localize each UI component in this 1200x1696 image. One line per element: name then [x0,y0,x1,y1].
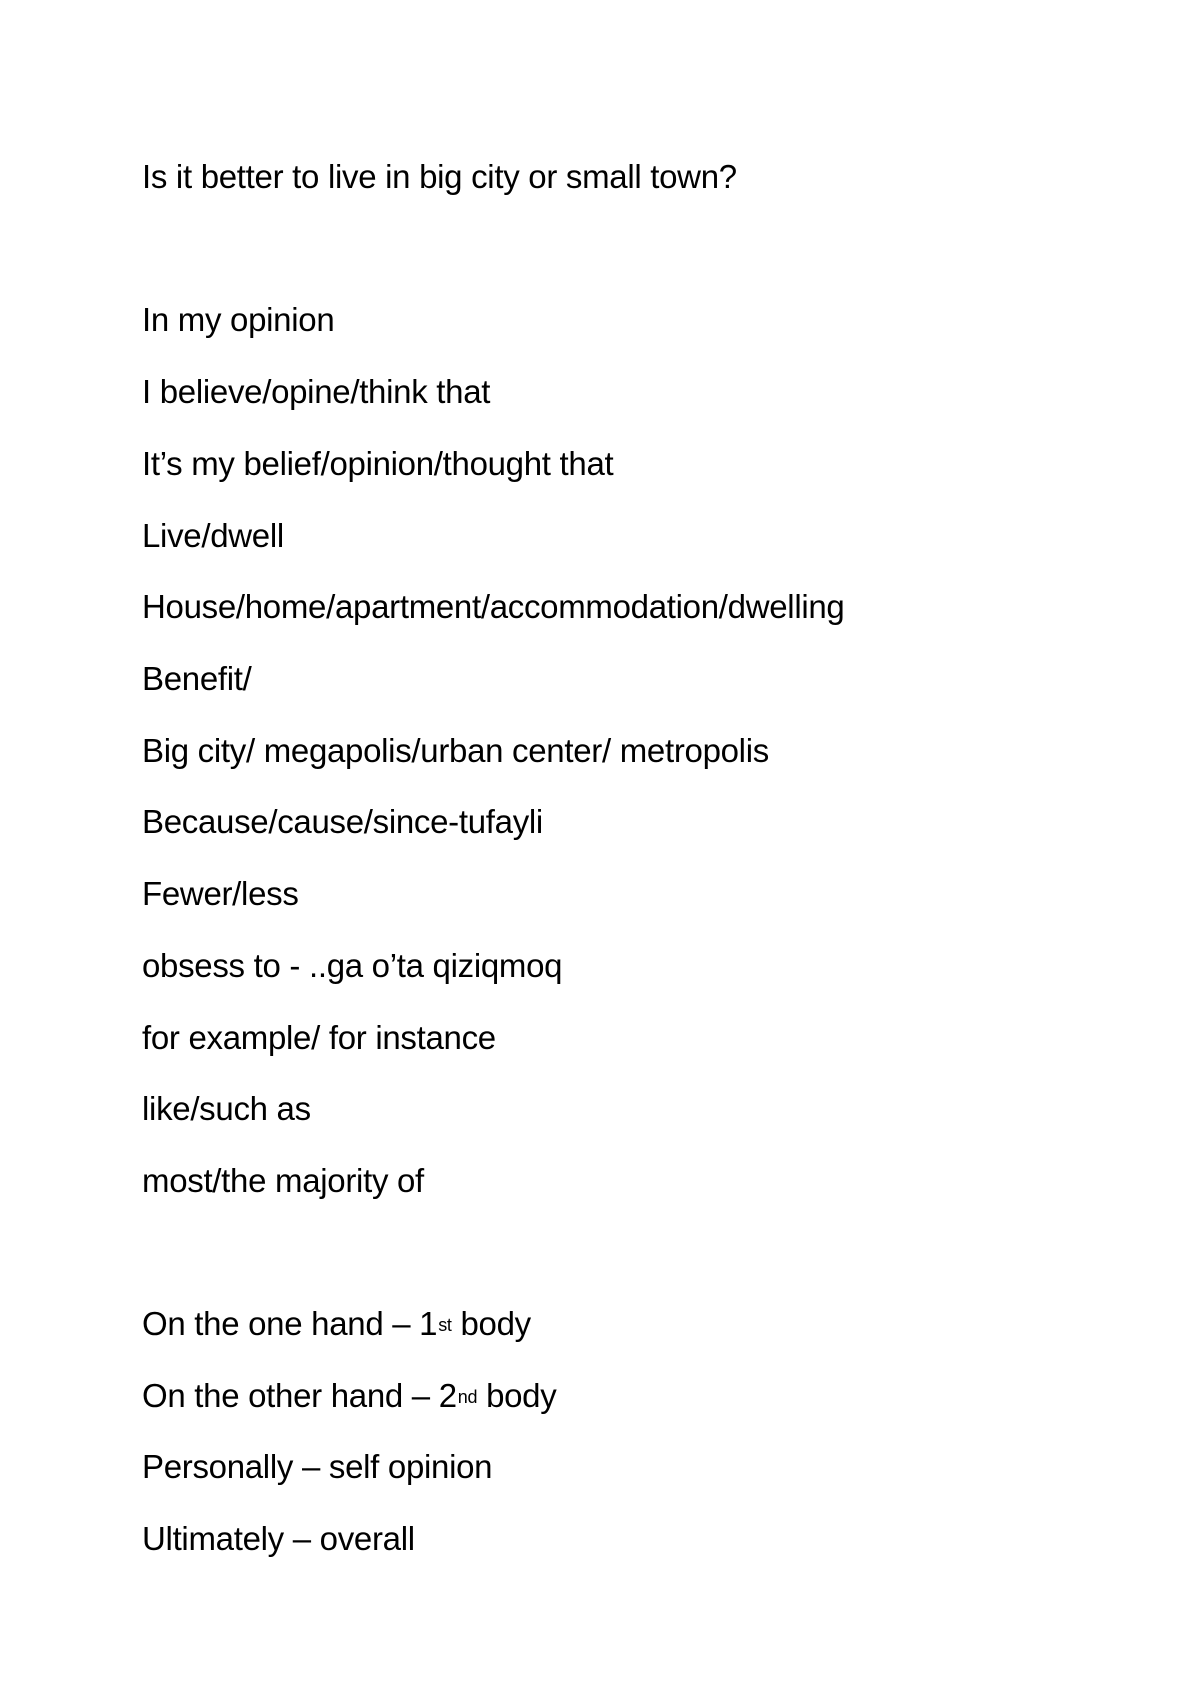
phrase-line: for example/ for instance [142,1019,496,1056]
phrase-line: obsess to - ..ga o’ta qiziqmoq [142,947,563,984]
phrase-line: I believe/opine/think that [142,373,491,410]
phrase-line: Big city/ megapolis/urban center/ metropolis [142,732,769,769]
phrase-line: Because/cause/since-tufayli [142,803,543,840]
structure-line-second [142,1376,556,1416]
phrase-line: It’s my belief/opinion/thought that [142,445,614,482]
ordinal-suffix: st [438,1315,452,1335]
structure-line-fourth: Ultimately – overall [142,1520,415,1557]
structure-line-third: Personally – self opinion [142,1448,493,1485]
phrase-line: Fewer/less [142,875,299,912]
structure-line-first [142,1304,531,1344]
document-title: Is it better to live in big city or small town? [142,158,737,195]
phrase-line: Live/dwell [142,517,284,554]
structure-text: body [477,1377,557,1414]
phrase-line: In my opinion [142,301,335,338]
structure-text: body [451,1305,531,1342]
phrase-line: House/home/apartment/accommodation/dwelling [142,588,845,625]
phrase-line: like/such as [142,1090,311,1127]
phrase-line: Benefit/ [142,660,252,697]
structure-text: On the one hand – 1 [142,1305,438,1342]
structure-text: On the other hand – 2 [142,1377,457,1414]
ordinal-suffix: nd [457,1387,478,1407]
phrase-line: most/the majority of [142,1162,424,1199]
